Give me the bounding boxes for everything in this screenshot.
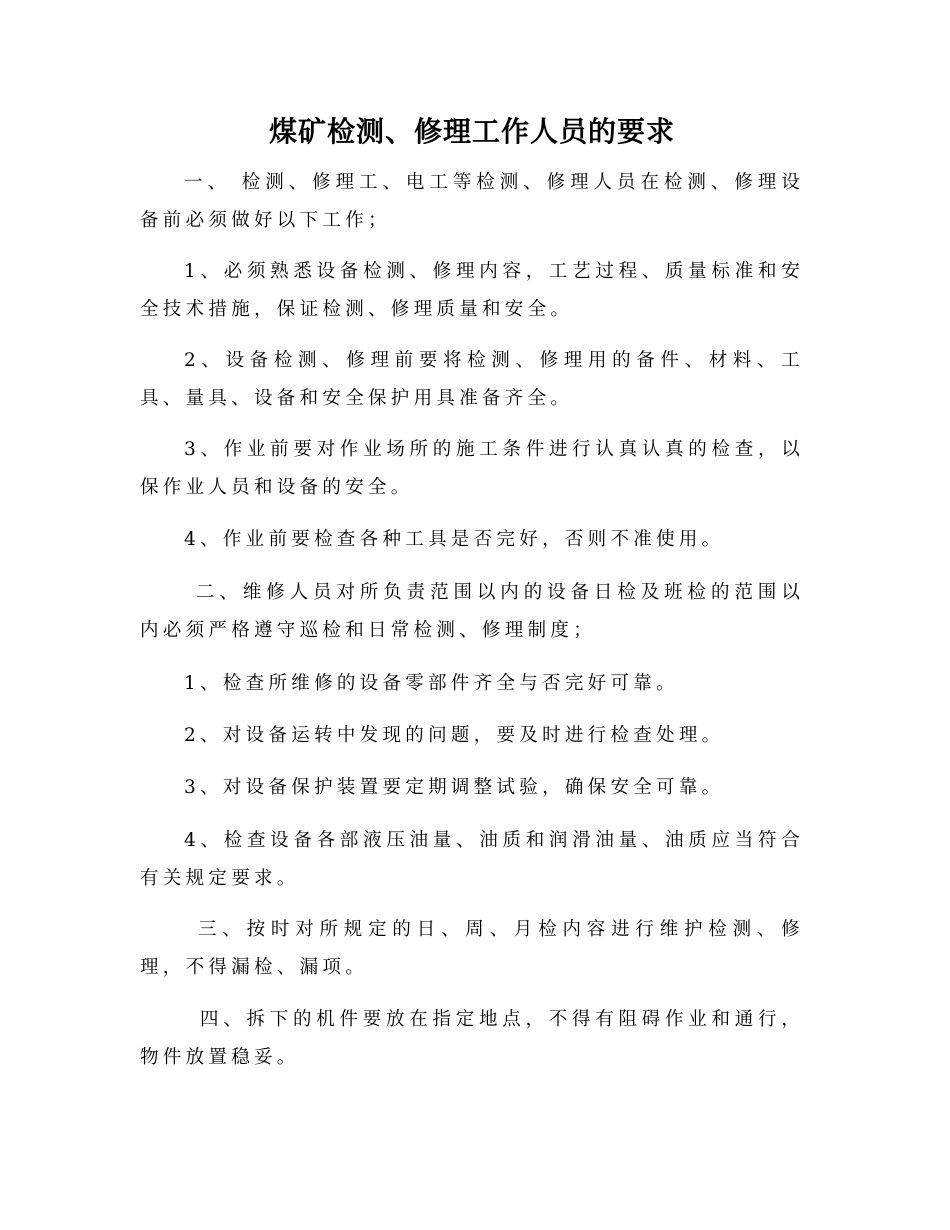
- paragraph-section-2-item-3: 3、对设备保护装置要定期调整试验，确保安全可靠。: [184, 777, 725, 798]
- paragraph-section-3: 三、按时对所规定的日、周、月检内容进行维护检测、修理，不得漏检、漏项。: [140, 919, 804, 978]
- paragraph-section-2-item-2: 2、对设备运转中发现的问题，要及时进行检查处理。: [184, 725, 725, 746]
- paragraph-section-2-item-4: 4、检查设备各部液压油量、油质和润滑油量、油质应当符合有关规定要求。: [140, 830, 804, 889]
- paragraph-section-1-item-4: 4、作业前要检查各种工具是否完好，否则不准使用。: [184, 529, 725, 550]
- document-title: 煤矿检测、修理工作人员的要求: [268, 115, 675, 148]
- paragraph-section-1-item-1: 1、必须熟悉设备检测、修理内容，工艺过程、质量标准和安全技术措施，保证检测、修理质量和安全。: [140, 261, 804, 320]
- paragraph-section-1-intro: 一、 检测、修理工、电工等检测、修理人员在检测、修理设备前必须做好以下工作；: [140, 172, 804, 231]
- paragraph-section-1-item-2: 2、设备检测、修理前要将检测、修理用的备件、材料、工具、量具、设备和安全保护用具准备齐全。: [140, 350, 804, 409]
- paragraph-section-2-intro: 二、维修人员对所负责范围以内的设备日检及班检的范围以内必须严格遵守巡检和日常检测、修理制度；: [140, 582, 804, 641]
- paragraph-section-4: 四、拆下的机件要放在指定地点，不得有阻碍作业和通行，物件放置稳妥。: [140, 1009, 804, 1068]
- paragraph-section-2-item-1: 1、检查所维修的设备零部件齐全与否完好可靠。: [184, 673, 679, 694]
- paragraph-section-1-item-3: 3、作业前要对作业场所的施工条件进行认真认真的检查，以保作业人员和设备的安全。: [140, 439, 804, 498]
